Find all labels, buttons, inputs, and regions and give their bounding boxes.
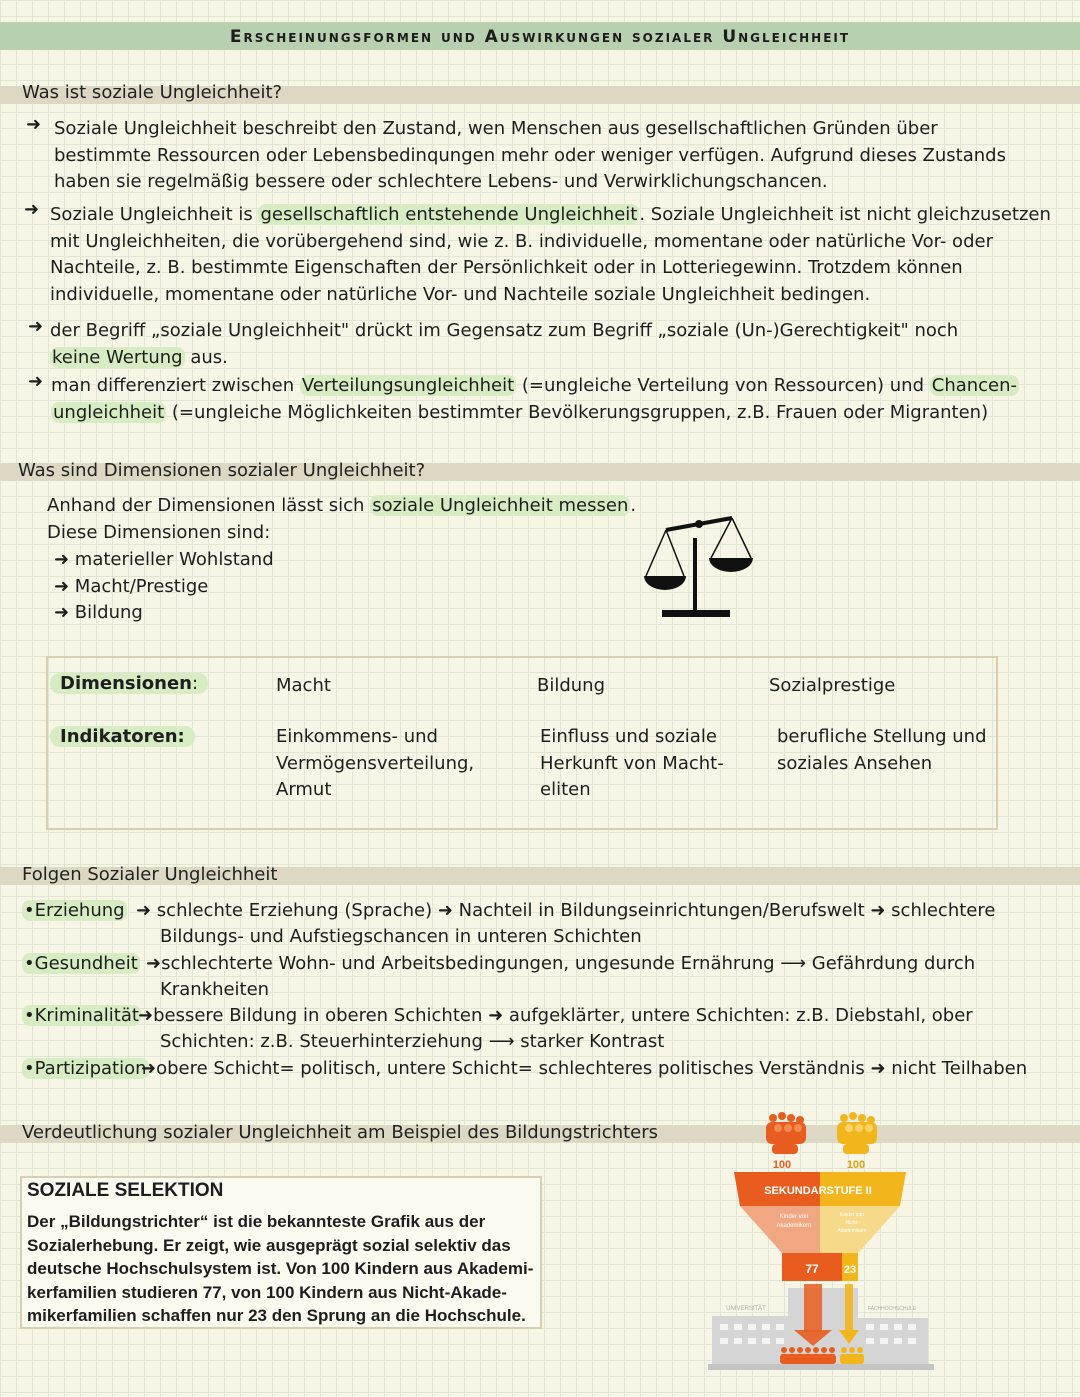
svg-text:Kinder von: Kinder von [840,1212,864,1218]
university-label: UNIVERSITÄT [726,1306,766,1312]
consequence-row [22,1003,141,1030]
consequence-text: Krankheiten [160,979,270,1000]
dimensions-intro: Anhand der Dimensionen lässt sich soziale Ungleichheit messen . Diese Dimensionen sind: [47,495,637,543]
consequence-text: ➜schlechterte Wohn- und Arbeitsbedingungen, ungesunde Ernährung ⟶ Gefährdung durch [146,953,976,974]
highlight: ungleichheit [53,401,165,423]
bullet-4: man differenziert zwischen Verteilungsungleichheit (=ungleiche Verteilung von Ressourcen) und Chancen- ungleichheit (=ungleiche Möglichkeiten bestimmter Bevölkerungsgruppen, z.B. Frauen oder Migranten) [51,375,1018,423]
consequence-text: Bildungs- und Aufstiegschancen in unteren Schichten [160,926,642,947]
college-label: FACHHOCHSCHULE [867,1306,917,1312]
list-item: ➜ Bildung [54,602,143,623]
bullet-2: Soziale Ungleichheit is gesellschaftlich entstehende Ungleichheit . Soziale Ungleichheit ist nicht gleichzusetzen mit Ungleichheiten, die vorübergehend sind, wie z. B. individuelle, momentane oder natürliche Vor- oder Nachteile, z. B. bestimmte Eigenschaften der Persönlichkeit oder in Lotteriegewinn. Trotzdem können individuelle, momentane oder natürliche Vor- und Nachteile soziale Ungleichheit bedingen. [50,204,1051,305]
svg-text:Akademikern: Akademikern [776,1223,812,1229]
highlight: gesellschaftlich entstehende Ungleichheit [260,204,638,225]
table-cell: Bildung [537,675,606,696]
balance-scale-icon [640,508,760,623]
right-value: 23 [843,1264,857,1276]
table-cell: Macht [276,675,331,696]
arrow-icon: ➜ [26,114,42,135]
right-count: 100 [846,1159,866,1171]
consequence-row [22,951,140,978]
consequence-row [22,898,127,925]
consequence-text: ➜obere Schicht= politisch, untere Schicht= schlechteres politisches Verständnis ➜ nicht Teilhaben [141,1058,1028,1079]
people-row-icon [840,1347,864,1364]
highlight: soziale Ungleichheit messen [372,495,629,516]
highlight: •Partizipation [24,1058,147,1079]
list-item: ➜ Macht/Prestige [54,575,209,597]
arrow-icon: ➜ [28,371,44,392]
highlight: •Kriminalität [24,1005,139,1026]
selection-text: Der „Bildungstrichter“ ist die bekannteste Grafik aus der Sozialerhebung. Er zeigt, wie ausgeprägt sozial selektiv das deutsche Hochschulsystem ist. Von 100 Kindern aus Akademi- kerfamilien studieren 77, von 100 Kindern aus Nicht-Akade- mikerfamilien schaffen nur 23 den Sprung an die Hochschule. [27,1212,534,1325]
education-funnel [708,1108,938,1378]
consequence-text: ➜ schlechte Erziehung (Sprache) ➜ Nachteil in Bildungseinrichtungen/Berufswelt ➜ schlechtere [136,900,996,921]
svg-text:Nicht-: Nicht- [845,1220,859,1226]
left-value: 77 [805,1262,819,1276]
highlight: Chancen- [931,375,1018,396]
people-group-icon [766,1112,806,1154]
stage-label: SEKUNDARSTUFE II [764,1185,872,1197]
section-heading-consequences: Folgen Sozialer Ungleichheit [22,864,278,885]
highlight: •Erziehung [24,900,125,921]
section-heading-definition: Was ist soziale Ungleichheit? [22,82,283,103]
table-cell: Einfluss und soziale Herkunft von Macht- eliten [540,726,724,800]
selection-title: SOZIALE SELEKTION [27,1180,224,1201]
svg-text:Akademikern: Akademikern [837,1228,867,1234]
page-title: Erscheinungsformen und Auswirkungen sozialer Ungleichheit [229,27,851,47]
dimensions-list [54,547,274,627]
section-heading-dimensions: Was sind Dimensionen sozialer Ungleichheit? [18,460,426,481]
arrow-icon: ➜ [28,316,44,337]
highlight: keine Wertung [52,346,183,368]
consequence-row [22,1056,149,1083]
section-heading-example: Verdeutlichung sozialer Ungleichheit am Beispiel des Bildungstrichters [22,1122,659,1143]
bullet-1: Soziale Ungleichheit beschreibt den Zustand, wen Menschen aus gesellschaftlichen Gründen über bestimmte Ressourcen oder Lebensbedinqungen mehr oder weniger verfügen. Aufgrund dieses Zustands haben sie regelmäßig bessere oder schlechtere Lebens- und Verwirklichungschancen. [54,118,1006,192]
table-cell: Einkommens- und Vermögensverteilung, Armut [276,726,475,800]
highlight: •Gesundheit [24,953,138,974]
arrow-icon: ➜ [24,199,40,220]
dimensions-label: Dimensionen: [50,673,208,694]
consequence-text: Schichten: z.B. Steuerhinterziehung ⟶ starker Kontrast [160,1031,665,1052]
left-count: 100 [772,1159,792,1171]
highlight: Verteilungsungleichheit [301,375,515,396]
table-cell: Sozialprestige [769,675,896,696]
bullet-3: der Begriff „soziale Ungleichheit" drückt im Gegensatz zum Begriff „soziale (Un-)Gerechtigkeit" noch keine Wertung aus. [50,320,959,368]
list-item: ➜ materieller Wohlstand [54,549,274,570]
table-cell: berufliche Stellung und soziales Ansehen [777,726,987,774]
people-group-icon [837,1112,877,1154]
svg-text:Kinder von: Kinder von [779,1214,809,1220]
consequence-text: ➜bessere Bildung in oberen Schichten ➜ aufgeklärter, untere Schichten: z.B. Diebstahl, ober [138,1005,973,1026]
indicators-label: Indikatoren: [50,726,195,747]
